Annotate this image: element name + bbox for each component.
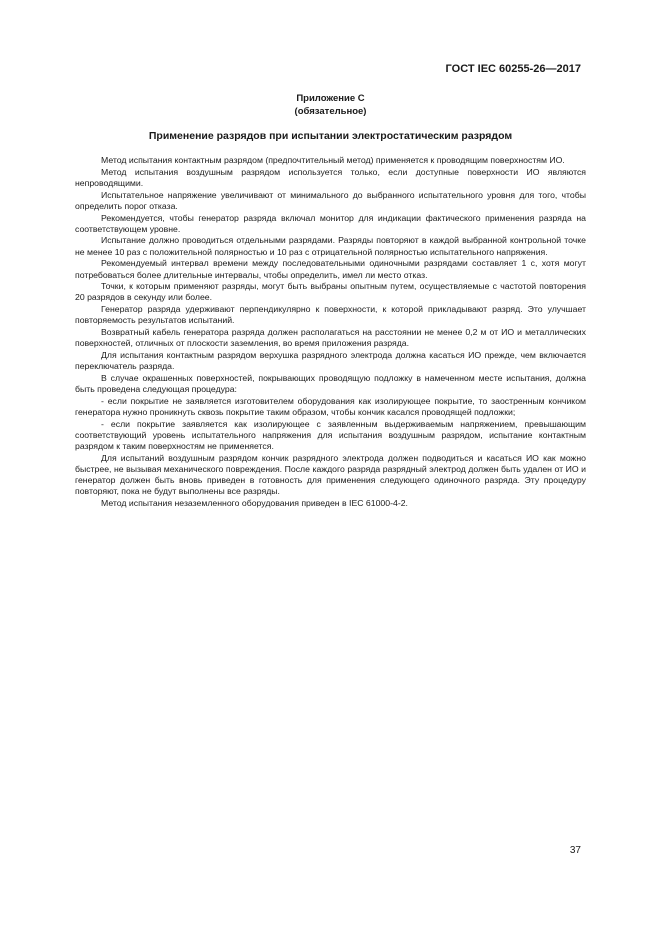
paragraph: Испытательное напряжение увеличивают от минимального до выбранного испытательного уровня для того, чтобы определить порог отказа.: [75, 189, 586, 211]
paragraph: Метод испытания контактным разрядом (предпочтительный метод) применяется к проводящим поверхностям ИО.: [101, 155, 565, 165]
paragraph: Точки, к которым применяют разряды, могут быть выбраны опытным путем, осуществляемые с частотой повторения 20 разрядов в секунду или более.: [75, 281, 586, 303]
paragraph: Испытание должно проводиться отдельными разрядами. Разряды повторяют в каждой выбранной контрольной точке не менее 10 раз с положительной полярностью и 10 раз с отрицательной полярностью испытательного напряжения.: [75, 235, 586, 257]
paragraph: Метод испытания воздушным разрядом используется только, если доступные поверхности ИО являются непроводящими.: [75, 166, 586, 188]
section-heading: Применение разрядов при испытании электростатическим разрядом: [148, 130, 513, 142]
body-text: [75, 155, 586, 510]
list-item: - если покрытие заявляется как изолирующее с заявленным выдерживаемым напряжением, превышающим соответствующий уровень испытательного напряжения для испытания воздушным разрядом, испытание контактным разрядом к таким поверхностям не применяется.: [75, 418, 586, 452]
paragraph: Метод испытания незаземленного оборудования приведен в IEC 61000-4-2.: [101, 498, 408, 509]
standard-code-header: ГОСТ IEC 60255-26—2017: [445, 63, 581, 75]
paragraph: Для испытания контактным разрядом верхушка разрядного электрода должна касаться ИО прежде, чем включается переключатель разряда.: [75, 349, 586, 372]
annex-type: (обязательное): [294, 106, 367, 117]
list-item: - если покрытие не заявляется изготовителем оборудования как изолирующее покрытие, то заостренным кончиком генератора нужно проникнуть сквозь покрытие таким образом, чтобы кончик касался проводящей подложки;: [75, 395, 586, 417]
page-number: 37: [569, 845, 581, 856]
paragraph: Рекомендуется, чтобы генератор разряда включал монитор для индикации фактического применения разряда на соответствующем уровне.: [75, 212, 586, 234]
annex-title: Приложение С: [296, 93, 365, 104]
paragraph: В случае окрашенных поверхностей, покрывающих проводящую подложку в намеченном месте испытания, должна быть проведена следующая процедура:: [75, 372, 586, 395]
paragraph: Рекомендуемый интервал времени между последовательными одиночными разрядами составляет 1 с, хотя могут потребоваться более длительные интервалы, чтобы определить, имел ли место отказ.: [75, 258, 586, 280]
paragraph: Для испытаний воздушным разрядом кончик разрядного электрода должен подводиться и касаться ИО как можно быстрее, не вызывая механического повреждения. После каждого разряда разрядный электрод должен быть удален от ИО и генератор должен быть вновь приведен в готовность для применения следующего одиночного разряда. Эту процедуру повторяют, пока не будут выполнены все разряды.: [75, 452, 586, 497]
paragraph: Возвратный кабель генератора разряда должен располагаться на расстоянии не менее 0,2 м от ИО и металлических поверхностей, отличных от плоскости заземления, во время приложения разряда.: [75, 327, 586, 349]
paragraph: Генератор разряда удерживают перпендикулярно к поверхности, к которой прикладывают разряд. Это улучшает повторяемость результатов испытаний.: [75, 304, 586, 326]
